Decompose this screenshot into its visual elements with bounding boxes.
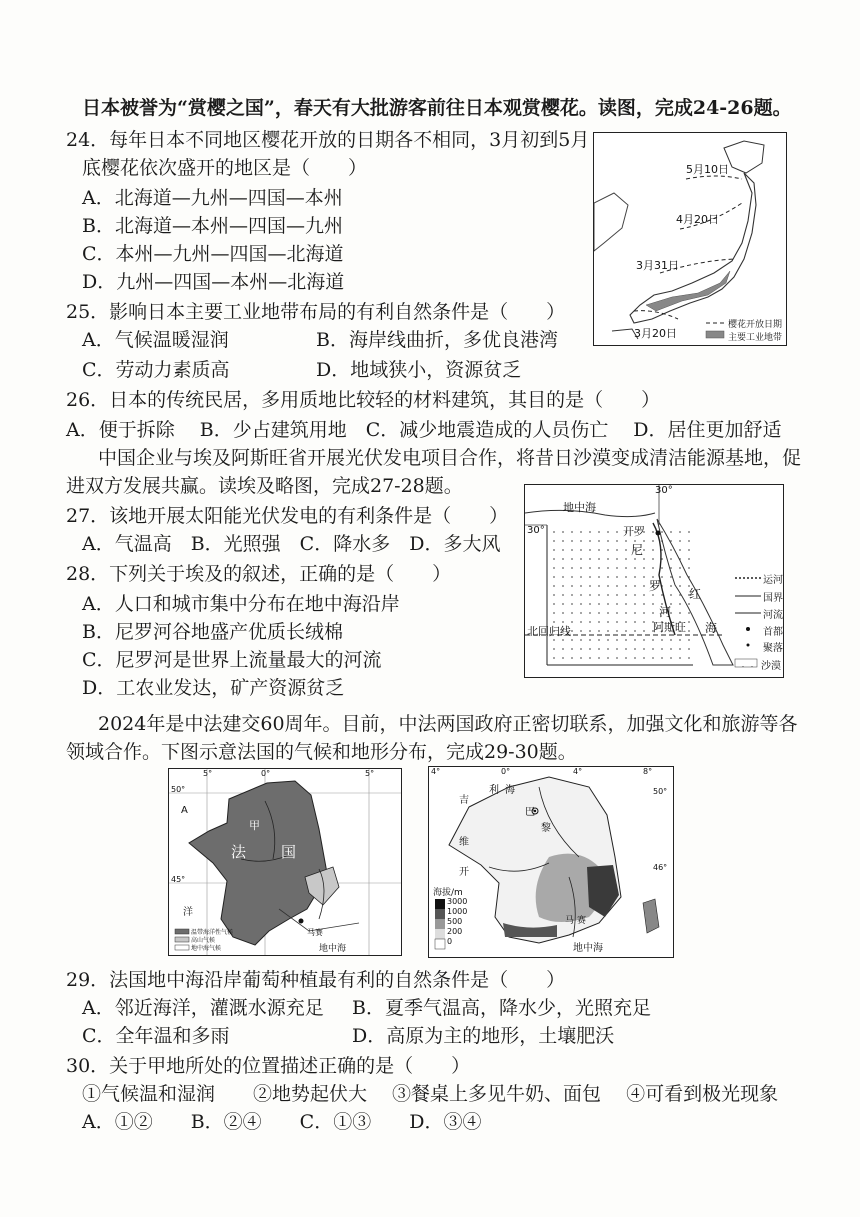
- q29-option-d: D．高原为主的地形，土壤肥沃: [352, 1025, 615, 1047]
- france-climate-lon-5w: 5°: [203, 769, 213, 778]
- egypt-label-luo: 罗: [649, 579, 662, 593]
- intro-egypt-line1: 中国企业与埃及阿斯旺省开展光伏发电项目合作，将昔日沙漠变成清洁能源基地，促: [98, 447, 802, 469]
- q28-option-d: D．工农业发达，矿产资源贫乏: [82, 677, 345, 699]
- france-terrain-lon-0: 0°: [501, 767, 511, 776]
- q25-option-b: B．海岸线曲折，多优良港湾: [316, 329, 558, 351]
- france-terrain-map: [428, 766, 674, 958]
- france-terrain-legend-0: 0: [447, 937, 453, 946]
- egypt-lon-30: 30°: [655, 485, 673, 496]
- q25-option-c: C．劳动力素质高: [82, 359, 230, 381]
- egypt-legend-capital: 首都: [763, 627, 783, 638]
- france-terrain-city-sai: 赛: [577, 916, 587, 926]
- france-terrain-legend-3000: 3000: [447, 897, 468, 906]
- intro-egypt-line2: 进双方发展共赢。读埃及略图，完成27-28题。: [66, 475, 463, 497]
- q25-stem: 25．影响日本主要工业地带布局的有利自然条件是（ ）: [66, 301, 566, 323]
- france-terrain-legend-1000: 1000: [447, 907, 468, 916]
- france-climate-legend-oceanic: 温带海洋性气候: [191, 929, 234, 936]
- egypt-label-he: 河: [659, 605, 672, 619]
- france-climate-label-guo: 国: [281, 843, 297, 861]
- france-climate-label-yang: 洋: [183, 907, 193, 918]
- egypt-legend-desert: 沙漠: [761, 661, 781, 672]
- q24-stem-line1: 24．每年日本不同地区樱花开放的日期各不相同，3月初到5月: [66, 129, 590, 151]
- intro-france-line2: 领域合作。下图示意法国的气候和地形分布，完成29-30题。: [66, 741, 577, 763]
- q28-stem: 28．下列关于埃及的叙述，正确的是（ ）: [66, 563, 452, 585]
- q29-stem: 29．法国地中海沿岸葡萄种植最有利的自然条件是（ ）: [66, 969, 566, 991]
- japan-date-apr20: 4月20日: [676, 213, 719, 226]
- egypt-label-tropic: 北回归线: [527, 625, 571, 638]
- france-terrain-city-ma: 马: [565, 916, 575, 926]
- france-terrain-city-li: 黎: [541, 823, 551, 834]
- france-terrain-label-li: 利: [489, 785, 499, 796]
- france-terrain-label-hai: 海: [505, 785, 515, 796]
- france-climate-lon-0: 0°: [261, 769, 271, 778]
- q29-option-b: B．夏季气温高，降水少，光照充足: [352, 997, 651, 1019]
- egypt-map: [524, 484, 784, 678]
- france-climate-lon-5e: 5°: [365, 769, 375, 778]
- france-terrain-lat-46: 46°: [653, 863, 668, 872]
- egypt-legend-border: 国界: [763, 593, 783, 604]
- egypt-label-aswan: 阿斯旺: [653, 621, 686, 634]
- france-climate-lat-50: 50°: [171, 785, 186, 794]
- q25-option-d: D．地域狭小，资源贫乏: [316, 359, 522, 381]
- q24-option-b: B．北海道—本州—四国—九州: [82, 215, 343, 237]
- q30-statements: ①气候温和湿润 ②地势起伏大 ③餐桌上多见牛奶、面包 ④可看到极光现象: [82, 1083, 779, 1105]
- france-terrain-label-ji: 吉: [459, 795, 469, 806]
- france-climate-label-sea: 地中海: [319, 944, 347, 954]
- q28-option-c: C．尼罗河是世界上流量最大的河流: [82, 649, 382, 671]
- intro-japan: 日本被誉为“赏樱之国”，春天有大批游客前往日本观赏樱花。读图，完成24-26题。: [82, 97, 792, 119]
- france-terrain-lat-50: 50°: [653, 787, 668, 796]
- egypt-label-mediterranean: 地中海: [563, 501, 596, 514]
- q27-stem: 27．该地开展太阳能光伏发电的有利条件是（ ）: [66, 505, 509, 527]
- q24-option-c: C．本州—九州—四国—北海道: [82, 243, 344, 265]
- egypt-legend-settlement: 聚落: [763, 643, 783, 654]
- q24-option-a: A．北海道—九州—四国—本州: [82, 187, 343, 209]
- q26-stem: 26．日本的传统民居，多用质地比较轻的材料建筑，其目的是（ ）: [66, 389, 661, 411]
- egypt-lat-30: 30°: [527, 525, 545, 536]
- q29-option-c: C．全年温和多雨: [82, 1025, 230, 1047]
- france-climate-label-a: A: [181, 805, 188, 816]
- france-climate-label-fa: 法: [231, 843, 247, 861]
- japan-date-mar31: 3月31日: [636, 259, 679, 272]
- japan-date-may10: 5月10日: [686, 163, 729, 176]
- france-climate-legend-alpine: 高山气候: [191, 937, 216, 944]
- france-terrain-city-ba: 巴: [525, 807, 535, 818]
- france-climate-lat-45: 45°: [171, 875, 186, 884]
- egypt-label-hai: 海: [705, 621, 718, 635]
- egypt-label-ni: 尼: [631, 543, 644, 557]
- q30-options: A．①② B．②④ C．①③ D．③④: [82, 1111, 482, 1133]
- q28-option-a: A．人口和城市集中分布在地中海沿岸: [82, 593, 400, 615]
- q27-options: A．气温高 B．光照强 C．降水多 D．多大风: [82, 533, 501, 555]
- france-terrain-lon-4e: 4°: [573, 767, 583, 776]
- japan-legend-industry: 主要工业地带: [728, 333, 783, 343]
- japan-date-mar20: 3月20日: [634, 327, 677, 340]
- france-terrain-label-wei: 维: [459, 837, 469, 848]
- france-terrain-legend-500: 500: [447, 917, 463, 926]
- france-terrain-lon-8e: 8°: [643, 767, 653, 776]
- q30-stem: 30．关于甲地所处的位置描述正确的是（ ）: [66, 1055, 471, 1077]
- japan-map: [593, 132, 787, 346]
- q24-stem-line2: 底樱花依次盛开的地区是（ ）: [82, 157, 368, 179]
- egypt-legend-canal: 运河: [763, 575, 783, 586]
- q29-option-a: A．邻近海洋，灌溉水源充足: [82, 997, 324, 1019]
- japan-legend-bloom: 樱花开放日期: [728, 320, 783, 330]
- france-terrain-legend-200: 200: [447, 927, 463, 936]
- q26-options: A．便于拆除 B．少占建筑用地 C．减少地震造成的人员伤亡 D．居住更加舒适: [66, 419, 782, 441]
- france-terrain-label-sea: 地中海: [573, 943, 603, 954]
- france-terrain-label-kai: 开: [459, 867, 469, 878]
- intro-france-line1: 2024年是中法建交60周年。目前，中法两国政府正密切联系，加强文化和旅游等各: [98, 713, 798, 735]
- q28-option-b: B．尼罗河谷地盛产优质长绒棉: [82, 621, 343, 643]
- q25-option-a: A．气候温暖湿润: [82, 329, 229, 351]
- france-climate-label-jia: 甲: [249, 819, 260, 832]
- france-climate-label-marseille: 马赛: [307, 928, 323, 937]
- france-climate-map: [168, 768, 402, 956]
- france-climate-legend-mediterranean: 地中海气候: [191, 945, 222, 952]
- france-terrain-lon-4w: 4°: [431, 767, 441, 776]
- q24-option-d: D．九州—四国—本州—北海道: [82, 271, 345, 293]
- egypt-legend-river: 河流: [763, 610, 783, 621]
- egypt-label-cairo: 开罗: [623, 525, 645, 538]
- egypt-label-hong: 红: [689, 587, 702, 601]
- france-terrain-legend-title: 海拔/m: [433, 888, 463, 898]
